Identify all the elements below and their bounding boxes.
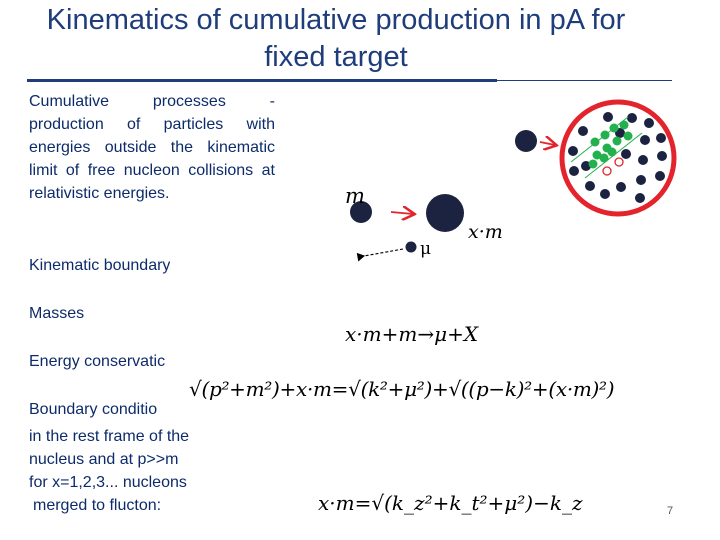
boundary-note-line-2: nucleus and at p>>m [29,451,179,468]
flucton-xm [426,194,464,232]
muon-particle [406,242,417,253]
muon-arrow [364,249,403,256]
boundary-note-line-4: merged to flucton: [33,497,162,514]
symbol-xm: x·m [468,221,503,243]
energy-conservation-label: Energy conservatic [29,353,166,370]
boundary-note-line-3: for x=1,2,3... nucleons [29,474,187,491]
boundary-note-line-1: in the rest frame of the [29,428,190,445]
energy-equation: √(p²+m²)+x·m=√(k²+μ²)+√((p−k)²+(x·m)²) [189,377,615,401]
symbol-mu: μ [420,239,432,259]
nucleus [562,102,674,214]
page-number: 7 [667,505,674,517]
projectile-nucleon [515,130,537,152]
collision-arrow [391,212,413,214]
boundary-equation: x·m=√(k_z²+k_t²+μ²)−k_z [318,491,583,515]
incoming-arrow [540,142,555,145]
masses-label: Masses [29,305,85,322]
title-line-2: fixed target [264,41,408,73]
title-line-1: Kinematics of cumulative production in pA for [46,4,626,36]
symbol-m: m [345,184,365,208]
masses-equation: x·m+m→μ+X [345,322,479,346]
kinematic-boundary-label: Kinematic boundary [29,257,171,274]
boundary-condition-label: Boundary conditio [29,401,158,418]
intro-paragraph: Cumulative processes - production of particles with energies outside the kinematic limit of free nucleon collisions at relativistic energies. [29,93,275,202]
